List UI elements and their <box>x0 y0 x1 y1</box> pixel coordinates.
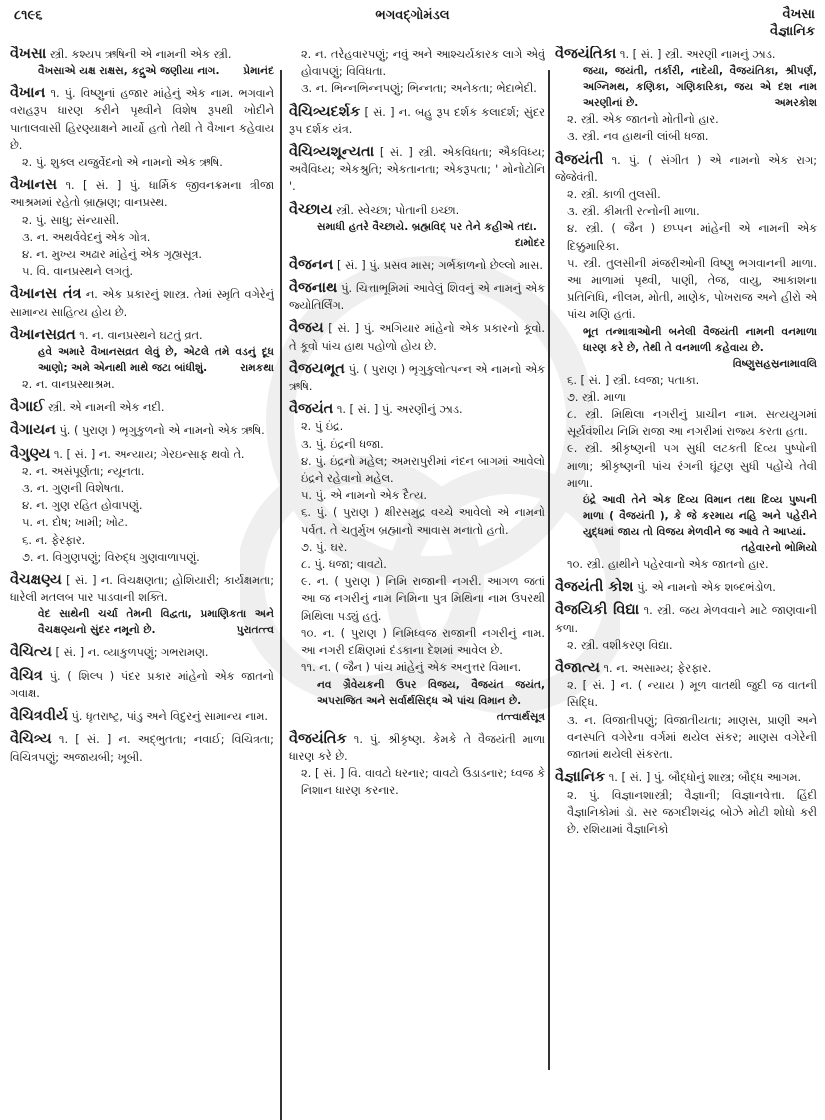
headword: વૈચ્છાય <box>289 201 333 218</box>
headword: વૈખાનસ <box>10 177 58 194</box>
sense: ૪. ન. ગુણ રહિત હોવાપણું. <box>22 499 143 513</box>
sense: ૨. પું ઇંદ્ર. <box>301 420 344 434</box>
sense: ૨. પું. શુક્લ યજુર્વેદનો એ નામનો એક ઋષિ. <box>22 156 223 170</box>
sense: ૬. ન. ફેરફાર. <box>22 533 86 547</box>
dictionary-entry <box>10 708 274 725</box>
citation-quote <box>555 492 817 556</box>
definition: સ્ત્રી. એ નામની એક નદી. <box>47 401 165 415</box>
sense: ૨. ન. અસંપૂર્ણતા; ન્યૂનતા. <box>22 464 145 478</box>
headword: વૈગાઈ <box>10 399 45 416</box>
sense: ૪. પું. ઇંદ્રનો મહેલ; અમરાપુરીમાં નંદન બાગમાં આવેલો ઇંદ્રને રહેવાનો મહેલ. <box>301 454 545 486</box>
definition: ૧. [ સં. ] પું. બૌદ્ધોનું શાસ્ત્ર; બૌદ્ધ આગમ. <box>608 771 802 785</box>
definition: પું. એ નામનો એક શબ્દભંડોળ. <box>637 581 776 595</box>
headword: વૈજાત્ય <box>555 660 600 677</box>
definition: [ સં. ] પું. અગિયાર માંહેનો એક પ્રકારનો કૂવો. તે કૂવો પાંચ હાથ પહોળો હોય છે. <box>289 322 545 353</box>
headword: વૈખસા <box>10 46 47 62</box>
sense: ૪. સ્ત્રી. ( જૈન ) છપ્પન માંહેની એ નામની એક દિક્કુમારિકા. <box>567 222 817 253</box>
headword: વૈગાયન <box>10 422 56 439</box>
dictionary-entry <box>555 46 817 146</box>
citation-quote <box>10 344 274 376</box>
sense: ૯. સ્ત્રી. શ્રીકૃષ્ણની પગ સુધી લટકતી દિવ્ય પુષ્પોની માળા; શ્રીકૃષ્ણની પાંચ રંગની ઘૂંટણ સુધી પહોંચે તેવી માળા. <box>567 442 817 490</box>
definition: ૧. પું. શ્રીકૃષ્ણ. કેમકે તે વૈજયંતી માળા ધારણ કરે છે. <box>289 732 545 763</box>
definition: [ સં. ] સ્ત્રી. એકવિધતા; ઐકવિધ્ય; અવૈવિધ્ય; એકશ્રુતિ; એકતાનતા; એકરૂપતા; ' મોનોટોનિ '. <box>289 146 545 194</box>
sense: ૧૦. સ્ત્રી. હાથીને પહેરવાનો એક જાતનો હાર. <box>567 558 769 572</box>
definition: [ સં. ] પું. પ્રસવ માસ; ગર્ભકાળનો છેલ્લો માસ. <box>336 258 543 272</box>
sense: ૨. [ સં. ] વિ. વાવટો ધરનાર; વાવટો ઉડાડનાર; ધ્વજ કે નિશાન ધારણ કરનાર. <box>301 766 545 798</box>
quote-text: વૈખસાએ યક્ષ રાક્ષસ, કદ્રુએ જણીયા નાગ. <box>38 65 220 78</box>
citation-quote <box>555 324 817 372</box>
dictionary-entry <box>289 320 545 354</box>
dictionary-entry <box>10 644 274 661</box>
definition: [ સં. ] ન. વિચક્ષણતા; હોશિયારી; કાર્યક્ષમતા; ધારેલી મતલબ પાર પાડવાની શક્તિ. <box>10 574 274 605</box>
sense: ૭. ન. વિગુણપણું; વિરુદ્ધ ગુણવાળાપણું. <box>22 550 200 564</box>
quote-text: જયા, જયંતી, તર્કારી, નાદેયી, વૈજયંતિકા, શ્રીપર્ણ, અગ્નિમથ, કણિકા, ગણિકારિકા, જય એ દશ નામ અરણીનાં છે. <box>583 65 817 110</box>
column-1 <box>10 46 274 1098</box>
dictionary-entry <box>10 327 274 393</box>
definition: સ્ત્રી. સ્વેચ્છા; પોતાની ઇચ્છા. <box>336 203 460 217</box>
definition: ૧. [ સં. ] સ્ત્રી. અરણી નામનું ઝાડ. <box>619 48 776 61</box>
citation-quote <box>10 63 274 79</box>
quote-text: ઇંદ્રે આવી તેને એક દિવ્ય વિમાન તથા દિવ્ય પુષ્પની માળા ( વૈજયંતી ), કે જે કરમાય નહિ અને પહેરીને યુદ્ધમાં જાય તો વિજય મેળવીને જ આવે તે આપ્યાં. <box>583 494 817 539</box>
headword: વૈચિત્રવીર્ય <box>10 708 68 725</box>
headword: વૈચક્ષણ્ય <box>10 572 62 589</box>
citation-quote <box>555 63 817 111</box>
dictionary-entry <box>10 85 274 171</box>
sense: ૬. પું. ( પુરાણ ) ક્ષીરસમુદ્ર વચ્ચે આવેલો એ નામનો પર્વત. તે ચતુર્મુખ બ્રહ્માનો આવાસ મનાતો હતો. <box>301 506 545 537</box>
dictionary-entry <box>10 286 274 320</box>
citation-source: તહેવારનો ભોમિયો <box>741 542 817 555</box>
headword: વૈજયભૂત <box>289 360 345 377</box>
definition: ૧. [ સં. ] ન. અદ્ભુતતા; નવાઈ; વિચિત્રતા; વિચિત્રપણું; અજાયબી; ખૂબી. <box>10 733 274 764</box>
sense: ૧૧. ન. ( જૈન ) પાંચ માંહેનું એક અનુત્તર વિમાન. <box>301 661 522 675</box>
dictionary-entry <box>10 572 274 638</box>
headword: વૈચિત્ર્યદર્શક <box>289 103 361 120</box>
dictionary-entry <box>289 361 545 395</box>
dictionary-entry <box>10 668 274 702</box>
dictionary-entry <box>289 401 545 724</box>
citation-source: પ્રેમાનંદ <box>243 65 274 78</box>
headword: વૈખાન <box>10 85 46 102</box>
definition: ૧. પું. ( સંગીત ) એ નામનો એક રાગ; જેજેવંતી. <box>555 153 817 184</box>
sense: ૩. પું. ઇંદ્રની ધજા. <box>301 437 384 451</box>
dictionary-entry <box>555 579 817 596</box>
sense: ૩. સ્ત્રી. કીમતી રત્નોની માળા. <box>567 205 700 219</box>
sense: ૨. ન. વાનપ્રસ્થાશ્રમ. <box>22 378 115 392</box>
dictionary-entry <box>10 177 274 280</box>
sense: ૩. ન. વિજાતીપણું; વિજાતીયતા; માણસ, પ્રાણી અને વનસ્પતિ વગેરેના વર્ગમાં થયેલ સંકર; માણસ વગેરેની જાતમાં થયેલી સંકરતા. <box>567 713 817 762</box>
sense: ૧૦. ન. ( પુરાણ ) નિમિધ્વજ રાજાની નગરીનું નામ. આ નગરી દક્ષિણમાં દંડકાના દેશમાં આવેલ છે. <box>301 626 545 658</box>
headword: વૈજયંતી કોશ <box>555 579 634 596</box>
dictionary-entry <box>289 46 545 98</box>
citation-quote <box>289 677 545 725</box>
headword: વૈચિત્ય <box>10 644 52 661</box>
sense: ૨. પું. વિજ્ઞાનશાસ્ત્રી; વૈજ્ઞાની; વિજ્ઞાનવેત્તા. હિંદી વૈજ્ઞાનિકોમાં ડૉ. સર જગદીશચંદ્ર બોઝે મોટી શોધો કરી છે. રશિયામાં વૈજ્ઞાનિકો <box>567 788 817 836</box>
sense: ૫. વિ. વાનપ્રસ્થને લગતું. <box>22 265 134 279</box>
definition: પું. ચિત્તાભૂમિમાં આવેલું શિવનું એ નામનું એક જ્યોતિર્લિંગ. <box>289 282 545 313</box>
guide-word-last: વૈજ્ઞાનિક <box>770 24 815 39</box>
sense: ૨. પું. સાધુ; સંન્યાસી. <box>22 213 120 227</box>
sense: ૨. સ્ત્રી. એક જાતનો મોતીનો હાર. <box>567 113 719 127</box>
definition: ૧. [ સં. ] પું. અરણીનું ઝાડ. <box>336 403 463 417</box>
headword: વૈચિત્ર્યશૂન્યતા <box>289 144 375 161</box>
sense: ૯. ન. ( પુરાણ ) નિમિ રાજાની નગરી. આગળ જતાં આ જ નગરીનું નામ નિમિના પુત્ર મિથિના નામ ઉપરથી મિથિલા પડ્યું હતું. <box>301 575 545 623</box>
dictionary-entry <box>555 602 817 654</box>
running-title: ભગવદ્ગોમંડલ <box>375 8 450 23</box>
page-header <box>0 0 825 48</box>
sense: ૨. ન. તરેહવારપણું; નવું અને આશ્ચર્યકારક લાગે એવું હોવાપણું; વિવિધતા. <box>301 48 545 79</box>
quote-text: સમાધી હતરે વૈચ્છાયે. બ્રહ્મવિદ્ પર તેને કહીએ તદા. <box>317 220 537 233</box>
definition: ૧. [ સં. ] પું. ધાર્મિક જીવનક્રમના ત્રીજા આશ્રમમાં રહેતો બ્રાહ્મણ; વાનપ્રસ્થ. <box>10 179 274 210</box>
headword: વૈજયંતિકા <box>555 46 617 62</box>
dictionary-entry <box>555 769 817 838</box>
guide-word-first: વૈખસા <box>782 7 815 22</box>
definition: [ સં. ] ન. બહુ રૂપ દર્શક કલાદર્શ; સુંદર રૂપ દર્શક યંત્ર. <box>289 105 545 136</box>
headword: વૈજયંતી <box>555 151 604 168</box>
dictionary-entry <box>289 280 545 314</box>
headword: વૈગુણ્ય <box>10 445 51 462</box>
headword: વૈજનન <box>289 256 334 273</box>
dictionary-entry <box>289 144 545 196</box>
sense: ૩. ન. અથર્વવેદનું એક ગોત્ર. <box>22 230 151 244</box>
sense: ૪. ન. મુખ્ય અઢાર માંહેનું એક ગૃહ્યસૂત્ર. <box>22 248 203 262</box>
headword: વૈખાનસવ્રત <box>10 326 76 343</box>
guide-words <box>770 6 815 40</box>
citation-source: રામકથા <box>240 362 274 375</box>
citation-source: પુરાતત્ત્વ <box>236 624 274 637</box>
definition: ૧. [ સં. ] ન. અન્યાય; ગેરઇન્સાફ થવો તે. <box>53 447 245 461</box>
definition: [ સં. ] ન. વ્યાકુળપણું; ગભરામણ. <box>55 646 209 660</box>
definition: પું. ( શિલ્પ ) પંદર પ્રકાર માંહેનો એક જાતનો ગવાક્ષ. <box>10 669 274 700</box>
citation-source: અમરકોશ <box>774 97 817 110</box>
definition: ૧. પું. વિષ્ણુનાં હજાર માંહેનું એક નામ. ભગવાને વરાહરૂપ ધારણ કરીને પૃથ્વીને વિશેષ રૂપથી ખોદીને પાતાલવાસી હિરણ્યાક્ષને માર્યો હતો તેથી તે વૈખાન કહેવાય છે. <box>10 87 274 152</box>
sense: ૫. પું. એ નામનો એક દૈત્ય. <box>301 489 427 503</box>
dictionary-entry <box>10 399 274 416</box>
dictionary-entry <box>10 446 274 566</box>
sense: ૩. ન. ગુણની વિશેષતા. <box>22 482 125 496</box>
headword: વૈજ્ઞાનિક <box>555 769 606 786</box>
headword: વૈજનાથ <box>289 280 338 297</box>
sense: ૩. સ્ત્રી. નવ હાથની લાંબી ધજા. <box>567 130 709 144</box>
sense: ૫. ન. દોષ; ખામી; ખોટ. <box>22 516 128 530</box>
sense: ૭. સ્ત્રી. માળા <box>567 390 626 404</box>
sense: ૨. સ્ત્રી. વશીકરણ વિદ્યા. <box>567 638 673 652</box>
headword: વૈજય <box>289 320 324 337</box>
quote-text: ભૂત તન્માત્રાઓની બનેલી વૈજયંતી નામની વનમાળા ધારણ કરે છે, તેથી તે વનમાળી કહેવાય છે. <box>583 325 817 354</box>
dictionary-columns <box>0 46 825 1098</box>
headword: વૈજયંત <box>289 401 334 418</box>
definition: પું. ( પુરાણ ) ભૃગુકુળનો એ નામનો એક ઋષિ. <box>59 424 265 438</box>
sense: ૮. પું. ધજા; વાવટો. <box>301 558 387 572</box>
definition: ૧. ન. અસામ્ય; ફેરફાર. <box>603 662 712 676</box>
citation-source: વિષ્ણુસહસ્રનામાવલિ <box>732 357 817 370</box>
definition: ન. એક પ્રકારનું શાસ્ત્ર. તેમાં સ્મૃતિ વગેરેનું સામાન્ય સાહિત્ય હોય છે. <box>10 288 274 319</box>
dictionary-entry <box>10 731 274 765</box>
citation-quote <box>289 219 545 251</box>
quote-text: હવે અમારે વૈખાનસવ્રત લેવું છે, એટલે તમે વડનું દૂધ આણો; અમે એનાથી માથે જટા બાંધીશું. <box>38 346 274 375</box>
dictionary-entry <box>289 202 545 251</box>
definition: ૧. સ્ત્રી. જય મેળવવાને માટે જાણવાની કળા. <box>555 604 817 635</box>
column-divider <box>548 70 550 1070</box>
definition: સ્ત્રી. કશ્યપ ઋષિની એ નામની એક સ્ત્રી. <box>49 48 232 61</box>
headword: વૈચિત્ર્ય <box>10 731 52 748</box>
headword: વૈખાનસ તંત્ર <box>10 286 82 303</box>
definition: પું. ધૃતરાષ્ટ્ર, પાંડુ અને વિદુરનું સામાન્ય નામ. <box>71 710 268 724</box>
citation-source: તત્ત્વાર્થસૂત્ર <box>496 710 545 723</box>
dictionary-entry <box>555 152 817 574</box>
sense: ૩. ન. ભિન્નભિન્નપણું; ભિન્નતા; અનેકતા; ભેદાભેદી. <box>301 82 537 96</box>
dictionary-entry <box>289 731 545 800</box>
headword: વૈજયંતિક <box>289 730 347 747</box>
column-divider <box>280 70 282 1120</box>
dictionary-entry <box>289 257 545 274</box>
sense: ૭. પું. ઘર. <box>301 540 348 554</box>
citation-quote <box>10 606 274 638</box>
quote-text: વેદ સાથેની ચર્ચા તેમની વિદ્વતા, પ્રમાણિકતા અને વૈચક્ષણ્યનો સુંદર નમૂનો છે. <box>38 608 274 637</box>
definition: પું. ( પુરાણ ) ભૃગુકુલોત્પન્ન એ નામનો એક ઋષિ. <box>289 362 545 394</box>
column-3 <box>555 46 817 1098</box>
sense: ૨. સ્ત્રી. કાળી તુલસી. <box>567 188 661 202</box>
sense: ૫. સ્ત્રી. તુલસીની મંજરીઓની વિષ્ણુ ભગવાનની માળા. આ માળામાં પૃથ્વી, પાણી, તેજ, વાયુ, આકાશના પ્રતિનિધિ, નીલમ, મોતી, માણેક, પોખરાજ અને હીરો એ પાંચ મણિ હતાં. <box>567 256 817 322</box>
definition: ૧. ન. વાનપ્રસ્થને ઘટતું વ્રત. <box>79 328 203 342</box>
page-number: ૮૧૯૬ <box>14 8 43 23</box>
sense: ૨. [ સં. ] ન. ( ન્યાય ) મૂળ વાતથી જુદી જ વાતની સિદ્ધિ. <box>567 679 817 710</box>
headword: વૈજયિકી વિદ્યા <box>555 602 640 619</box>
column-2 <box>289 46 545 1098</box>
sense: ૬. [ સં. ] સ્ત્રી. ધ્વજા; પતાકા. <box>567 373 700 387</box>
dictionary-entry <box>555 660 817 763</box>
dictionary-entry <box>289 104 545 138</box>
dictionary-entry <box>10 422 274 439</box>
sense: ૮. સ્ત્રી. મિથિલા નગરીનું પ્રાચીન નામ. સત્યયુગમાં સૂર્યવંશીય નિમિ રાજા આ નગરીમાં રાજ્ય કરતા હતા. <box>567 408 817 439</box>
dictionary-entry <box>10 46 274 79</box>
citation-source: દામોદર <box>514 236 545 249</box>
quote-text: નવ ગ્રૈવેયકની ઉપર વિજય, વૈજયંત જયંત, અપરાજિત અને સર્વાર્થસિદ્ધ એ પાંચ વિમાન છે. <box>317 678 545 707</box>
headword: વૈચિત્ર <box>10 667 43 684</box>
